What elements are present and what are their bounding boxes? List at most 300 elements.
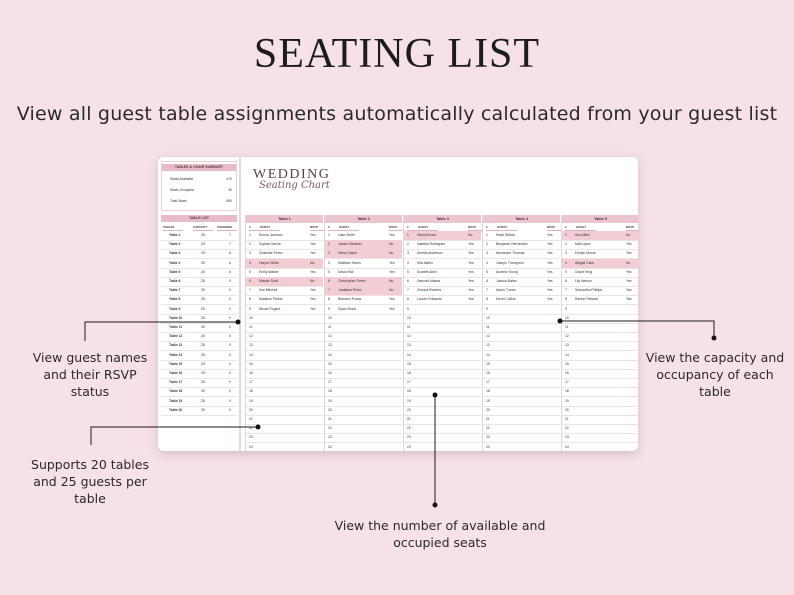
guest-rsvp: Yes — [468, 251, 474, 256]
guest-row-number: 9 — [328, 306, 330, 311]
table-list-table-name: Table 19 — [169, 398, 183, 403]
table-list-assigned: 0 — [229, 334, 231, 339]
guest-row-number: 19 — [407, 398, 411, 403]
guest-name: Scarlett Allen — [417, 269, 437, 274]
guest-rsvp: Yes — [389, 297, 395, 302]
guest-row-number: 7 — [249, 288, 251, 293]
table-list-assigned: 0 — [229, 325, 231, 329]
guest-row-number: 14 — [328, 352, 332, 357]
guest-row-number: 22 — [565, 426, 569, 431]
guest-name: Christopher Green — [338, 279, 366, 283]
guest-name: Henry Taylor — [338, 251, 357, 256]
table-list-assigned: 0 — [229, 352, 231, 357]
guest-name: Olivia Brown — [417, 233, 437, 237]
guest-row-number: 8 — [328, 297, 330, 302]
guest-name: Abigail Clark — [575, 260, 595, 265]
guest-row-number: 17 — [407, 380, 411, 385]
guest-row-number: 16 — [565, 371, 569, 375]
guest-row-number: 8 — [407, 297, 409, 302]
guest-name: Samantha Phillips — [575, 288, 603, 293]
guest-row-number: 4 — [328, 260, 330, 265]
guest-row-number: 8 — [249, 297, 251, 302]
guest-row-number: 22 — [249, 426, 253, 431]
guest-row-number: 11 — [407, 325, 411, 329]
guest-row-number: 8 — [565, 297, 567, 302]
guest-name: Joshua Baker — [496, 279, 517, 283]
guest-rsvp: Yes — [547, 269, 553, 274]
guest-rsvp: Yes — [547, 242, 553, 247]
table-list-assigned: 0 — [229, 398, 231, 403]
guest-row-number: 17 — [565, 380, 569, 385]
guest-row-number: 7 — [407, 288, 409, 293]
guest-row-number: 23 — [328, 435, 332, 440]
guest-column-header: # — [565, 224, 585, 231]
guest-rsvp: Yes — [547, 260, 553, 265]
guest-rsvp: Yes — [389, 233, 395, 237]
table-list-table-name: Table 1 — [169, 233, 181, 237]
guest-row-number: 3 — [565, 251, 567, 256]
guest-row-number: 4 — [407, 260, 409, 265]
summary-value: 500 — [226, 199, 232, 203]
table-list-capacity: 25 — [201, 269, 205, 274]
table-list-table-name: Table 18 — [169, 389, 183, 394]
table-list-column-header: ASSIGNED — [217, 224, 237, 231]
guest-rsvp: Yes — [626, 242, 632, 247]
guest-rsvp: No — [310, 260, 315, 265]
guest-name: Matthew Harris — [338, 260, 361, 265]
table-list-capacity: 25 — [201, 407, 205, 412]
guest-rsvp: Yes — [310, 288, 316, 293]
guest-name: Amelia Anderson — [417, 251, 443, 256]
guest-rsvp: Yes — [468, 269, 474, 274]
guest-row-number: 2 — [328, 242, 330, 247]
guest-row-number: 18 — [328, 389, 332, 394]
guest-name: Rachel Stewart — [575, 297, 598, 302]
callout-guest-names: View guest names and their RSVP status — [32, 350, 148, 399]
guest-rsvp: No — [389, 242, 394, 247]
logo-line-2: Seating Chart — [259, 180, 330, 191]
guest-name: Joseph Thompson — [496, 260, 524, 265]
guest-name: Dylan Reed — [338, 306, 356, 311]
guest-row-number: 1 — [486, 233, 488, 237]
guest-rsvp: Yes — [468, 279, 474, 283]
guest-column-header: RSVP — [547, 224, 567, 231]
guest-row-number: 5 — [486, 269, 488, 274]
guest-name: Charlotte Perez — [259, 251, 283, 256]
callout-available: View the number of available and occupied seats — [334, 518, 546, 550]
summary-value: 470 — [226, 177, 232, 181]
table-list-capacity: 25 — [201, 260, 205, 265]
guest-rsvp: Yes — [626, 269, 632, 274]
table-list-table-name: Table 17 — [169, 380, 183, 385]
guest-name: Madison Parker — [259, 297, 283, 302]
table-list-table-name: Table 2 — [169, 242, 181, 247]
guest-row-number: 12 — [249, 334, 253, 339]
guest-row-number: 8 — [486, 297, 488, 302]
guest-row-number: 2 — [407, 242, 409, 247]
table-list-assigned: 0 — [229, 288, 231, 293]
guest-name: Lauren Edwards — [417, 297, 442, 302]
guest-row-number: 9 — [565, 306, 567, 311]
guest-row-number: 3 — [486, 251, 488, 256]
guest-rsvp: Yes — [626, 288, 632, 293]
table-list-capacity: 25 — [201, 251, 205, 256]
table-list-capacity: 25 — [201, 315, 205, 320]
table-list-capacity: 25 — [201, 325, 205, 329]
table-list-capacity: 25 — [201, 361, 205, 366]
guest-row-number: 2 — [249, 242, 251, 247]
guest-row-number: 18 — [486, 389, 490, 394]
guest-row-number: 9 — [486, 306, 488, 311]
callout-capacity: View the capacity and occupancy of each table — [645, 350, 785, 399]
connector-dot-capacity — [558, 319, 563, 324]
guest-table-title: Table 5 — [562, 215, 638, 223]
guest-name: Brandon Evans — [338, 297, 362, 302]
guest-row-number: 20 — [486, 407, 490, 412]
table-list-assigned: 6 — [229, 251, 231, 256]
guest-row-number: 4 — [565, 260, 567, 265]
guest-row-number: 16 — [249, 371, 253, 375]
table-list-assigned: 0 — [229, 343, 231, 348]
guest-row-number: 19 — [565, 398, 569, 403]
guest-row-number: 17 — [249, 380, 253, 385]
guest-rsvp: Yes — [626, 279, 632, 283]
guest-name: Natalie Scott — [259, 279, 279, 283]
guest-rsvp: Yes — [547, 297, 553, 302]
guest-rsvp: Yes — [310, 242, 316, 247]
guest-name: Lily Nelson — [575, 279, 592, 283]
table-list-assigned: 7 — [229, 233, 231, 237]
table-list-capacity: 25 — [201, 306, 205, 311]
table-list-table-name: Table 3 — [169, 251, 181, 256]
table-list-capacity: 25 — [201, 371, 205, 375]
guest-row-number: 17 — [328, 380, 332, 385]
guest-column-header: GUEST — [576, 224, 596, 231]
table-list-capacity: 25 — [201, 297, 205, 302]
guest-table-title: Table 1 — [246, 215, 323, 223]
guest-rsvp: Yes — [547, 233, 553, 237]
table-list-table-name: Table 12 — [169, 334, 183, 339]
guest-table-title: Table 2 — [325, 215, 402, 223]
guest-row-number: 3 — [249, 251, 251, 256]
guest-name: Emily Walker — [259, 269, 279, 274]
guest-row-number: 2 — [565, 242, 567, 247]
guest-name: Kevin Collins — [496, 297, 516, 302]
table-list-assigned: 0 — [229, 380, 231, 385]
guest-row-number: 6 — [249, 279, 251, 283]
guest-row-number: 18 — [407, 389, 411, 394]
guest-rsvp: Yes — [468, 297, 474, 302]
guest-rsvp: No — [389, 279, 394, 283]
guest-name: Harper White — [259, 260, 279, 265]
table-list-column-header: CAPACITY — [193, 224, 213, 231]
table-list-assigned: 0 — [229, 297, 231, 302]
guest-column-header: # — [249, 224, 269, 231]
table-list-capacity: 25 — [201, 343, 205, 348]
table-list-table-name: Table 7 — [169, 288, 181, 293]
table-list-assigned: 0 — [229, 389, 231, 394]
summary-label: Seats Available — [170, 177, 194, 181]
guest-rsvp: Yes — [547, 251, 553, 256]
page-subtitle: View all guest table assignments automatically calculated from your guest list — [16, 103, 778, 125]
table-list-assigned: 0 — [229, 371, 231, 375]
table-list-table-name: Table 5 — [169, 269, 181, 274]
table-list-table-name: Table 16 — [169, 371, 183, 375]
guest-row-number: 12 — [407, 334, 411, 339]
guest-row-number: 10 — [486, 315, 490, 320]
guest-name: Victoria Roberts — [417, 288, 442, 293]
guest-row-number: 23 — [565, 435, 569, 440]
guest-row-number: 20 — [565, 407, 569, 412]
guest-name: Zoe Mitchell — [259, 288, 278, 293]
guest-row-number: 6 — [407, 279, 409, 283]
guest-rsvp: Yes — [389, 306, 395, 311]
guest-name: Benjamin Hernandez — [496, 242, 528, 247]
guest-row-number: 13 — [486, 343, 490, 348]
table-list-capacity: 25 — [201, 242, 205, 247]
guest-row-number: 22 — [407, 426, 411, 431]
guest-column-header: GUEST — [497, 224, 517, 231]
guest-rsvp: Yes — [389, 260, 395, 265]
logo-line-1: WEDDING — [253, 167, 331, 182]
table-list-assigned: 6 — [229, 269, 231, 274]
table-list-capacity: 25 — [201, 380, 205, 385]
guest-name: David Hall — [338, 269, 354, 274]
guest-row-number: 21 — [328, 417, 332, 421]
guest-column-header: GUEST — [339, 224, 359, 231]
guest-column-header: GUEST — [260, 224, 280, 231]
guest-rsvp: Yes — [310, 269, 316, 274]
guest-row-number: 24 — [249, 444, 253, 449]
table-list-capacity: 25 — [201, 389, 205, 394]
guest-row-number: 18 — [565, 389, 569, 394]
guest-rsvp: Yes — [626, 251, 632, 256]
table-list-assigned: 0 — [229, 315, 231, 320]
guest-name: Jonathan Perez — [338, 288, 362, 293]
table-list-title: TABLE LIST — [161, 215, 237, 222]
table-list-table-name: Table 13 — [169, 343, 183, 348]
summary-title: TABLES & CHAIR SUMMARY — [162, 164, 236, 171]
guest-name: Isabella Rodriguez — [417, 242, 446, 247]
guest-row-number: 21 — [407, 417, 411, 421]
guest-row-number: 16 — [407, 371, 411, 375]
table-list-capacity: 25 — [201, 398, 205, 403]
guest-row-number: 15 — [249, 361, 253, 366]
summary-label: Seats Occupied — [170, 188, 194, 192]
guest-row-number: 21 — [486, 417, 490, 421]
table-list-table-name: Table 9 — [169, 306, 181, 311]
guest-row-number: 3 — [407, 251, 409, 256]
connector-dot-capacity-end — [712, 336, 717, 341]
guest-row-number: 6 — [565, 279, 567, 283]
guest-row-number: 21 — [565, 417, 569, 421]
guest-row-number: 11 — [486, 325, 490, 329]
guest-row-number: 10 — [249, 315, 253, 320]
guest-rsvp: No — [626, 233, 631, 237]
guest-row-number: 19 — [249, 398, 253, 403]
guest-row-number: 10 — [407, 315, 411, 320]
guest-row-number: 14 — [249, 352, 253, 357]
guest-row-number: 15 — [486, 361, 490, 366]
guest-row-number: 15 — [565, 361, 569, 366]
guest-rsvp: Yes — [626, 297, 632, 302]
guest-row-number: 9 — [407, 306, 409, 311]
guest-name: Hannah Adams — [417, 279, 441, 283]
table-list-assigned: 0 — [229, 361, 231, 366]
guest-row-number: 18 — [249, 389, 253, 394]
guest-row-number: 16 — [486, 371, 490, 375]
guest-column-header: # — [407, 224, 427, 231]
guest-row-number: 16 — [328, 371, 332, 375]
guest-row-number: 1 — [565, 233, 567, 237]
guest-row-number: 1 — [328, 233, 330, 237]
guest-row-number: 6 — [328, 279, 330, 283]
guest-rsvp: Yes — [389, 269, 395, 274]
guest-name: James Martinez — [338, 242, 362, 247]
table-list-assigned: 7 — [229, 242, 231, 247]
guest-name: Sophia Garcia — [259, 242, 281, 247]
guest-rsvp: No — [310, 279, 315, 283]
guest-name: Mia Lopez — [575, 242, 591, 247]
guest-name: Ella Martin — [417, 260, 434, 265]
guest-row-number: 5 — [407, 269, 409, 274]
guest-row-number: 19 — [486, 398, 490, 403]
guest-row-number: 24 — [328, 444, 332, 449]
guest-rsvp: Yes — [310, 297, 316, 302]
guest-rsvp: Yes — [310, 306, 316, 311]
guest-row-number: 10 — [565, 315, 569, 320]
connector-dot-available-end — [433, 503, 438, 508]
table-list-table-name: Table 11 — [169, 325, 183, 329]
guest-column-header: RSVP — [310, 224, 330, 231]
guest-row-number: 22 — [486, 426, 490, 431]
guest-row-number: 24 — [565, 444, 569, 449]
guest-row-number: 9 — [249, 306, 251, 311]
table-list-table-name: Table 8 — [169, 297, 181, 302]
guest-row-number: 14 — [565, 352, 569, 357]
table-list-assigned: 0 — [229, 407, 231, 412]
guest-row-number: 11 — [249, 325, 253, 329]
guest-name: Noah Wilson — [496, 233, 516, 237]
guest-name: Ava Miller — [575, 233, 590, 237]
guest-name: Alexander Thomas — [496, 251, 525, 256]
guest-rsvp: Yes — [310, 233, 316, 237]
guest-row-number: 15 — [407, 361, 411, 366]
guest-name: Grace King — [575, 269, 592, 274]
guest-row-number: 11 — [328, 325, 332, 329]
guest-name: Emma Johnson — [259, 233, 283, 237]
guest-name: Liam Smith — [338, 233, 355, 237]
guest-row-number: 23 — [407, 435, 411, 440]
guest-table-title: Table 4 — [483, 215, 560, 223]
guest-column-header: # — [486, 224, 506, 231]
guest-row-number: 5 — [328, 269, 330, 274]
guest-row-number: 5 — [249, 269, 251, 274]
guest-row-number: 22 — [328, 426, 332, 431]
table-list-capacity: 25 — [201, 233, 205, 237]
guest-row-number: 21 — [249, 417, 253, 421]
connector-supports — [91, 427, 258, 445]
table-list-assigned: 0 — [229, 279, 231, 283]
guest-name: Andrew Young — [496, 269, 518, 274]
guest-row-number: 7 — [328, 288, 330, 293]
guest-row-number: 20 — [249, 407, 253, 412]
guest-row-number: 13 — [328, 343, 332, 348]
guest-rsvp: Yes — [468, 288, 474, 293]
guest-row-number: 13 — [565, 343, 569, 348]
table-list-table-name: Table 14 — [169, 352, 183, 357]
guest-row-number: 7 — [565, 288, 567, 293]
guest-table-title: Table 3 — [404, 215, 481, 223]
connector-dot-guest-names — [236, 320, 241, 325]
connector-capacity — [560, 321, 714, 338]
guest-row-number: 14 — [407, 352, 411, 357]
guest-row-number: 13 — [407, 343, 411, 348]
guest-row-number: 23 — [486, 435, 490, 440]
summary-label: Total Seats — [170, 199, 187, 203]
guest-row-number: 13 — [249, 343, 253, 348]
table-list-capacity: 25 — [201, 279, 205, 283]
guest-rsvp: Yes — [468, 242, 474, 247]
table-list-column-header: TABLES — [163, 224, 183, 231]
guest-rsvp: Yes — [547, 288, 553, 293]
guest-column-header: RSVP — [389, 224, 409, 231]
table-list-table-name: Table 10 — [169, 315, 183, 320]
guest-row-number: 10 — [328, 315, 332, 320]
table-list-capacity: 25 — [201, 334, 205, 339]
guest-rsvp: No — [389, 288, 394, 293]
guest-row-number: 19 — [328, 398, 332, 403]
guest-row-number: 20 — [407, 407, 411, 412]
guest-row-number: 5 — [565, 269, 567, 274]
callout-supports: Supports 20 tables and 25 guests per table — [31, 457, 149, 506]
table-list-table-name: Table 15 — [169, 361, 183, 366]
guest-row-number: 4 — [486, 260, 488, 265]
guest-row-number: 6 — [486, 279, 488, 283]
guest-rsvp: No — [626, 260, 631, 265]
guest-row-number: 24 — [486, 444, 490, 449]
connector-guest-names — [85, 322, 238, 341]
guest-rsvp: No — [468, 233, 473, 237]
guest-row-number: 17 — [486, 380, 490, 385]
summary-value: 30 — [228, 188, 232, 192]
guest-row-number: 2 — [486, 242, 488, 247]
guest-row-number: 23 — [249, 435, 253, 440]
guest-rsvp: Yes — [310, 251, 316, 256]
guest-column-header: GUEST — [418, 224, 438, 231]
guest-row-number: 14 — [486, 352, 490, 357]
guest-column-header: RSVP — [626, 224, 638, 231]
guest-row-number: 7 — [486, 288, 488, 293]
table-list-assigned: 0 — [229, 306, 231, 311]
guest-row-number: 12 — [328, 334, 332, 339]
guest-name: Evelyn Moore — [575, 251, 596, 256]
guest-row-number: 11 — [565, 325, 569, 329]
guest-column-header: # — [328, 224, 348, 231]
table-list-capacity: 25 — [201, 352, 205, 357]
guest-row-number: 24 — [407, 444, 411, 449]
connector-dot-supports — [256, 425, 261, 430]
table-list-assigned: 6 — [229, 260, 231, 265]
guest-row-number: 4 — [249, 260, 251, 265]
guest-row-number: 15 — [328, 361, 332, 366]
table-list-table-name: Table 4 — [169, 260, 181, 265]
guest-row-number: 3 — [328, 251, 330, 256]
table-list-table-name: Table 6 — [169, 279, 181, 283]
guest-rsvp: No — [389, 251, 394, 256]
table-list-table-name: Table 20 — [169, 407, 183, 412]
guest-rsvp: Yes — [468, 260, 474, 265]
